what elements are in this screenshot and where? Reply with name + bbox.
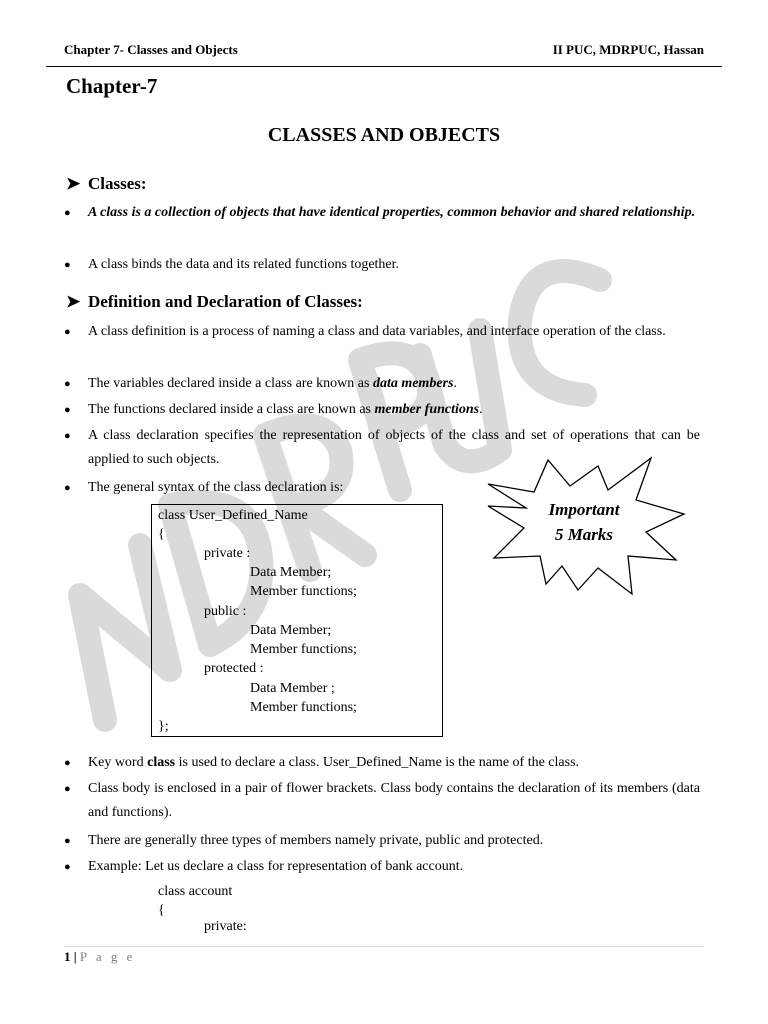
list-item-text: A class is a collection of objects that have identical properties, common behavior and shared relationship.	[88, 205, 696, 220]
bullet-dot-icon: ●	[64, 404, 71, 416]
header-chapter-title: Chapter 7- Classes and Objects	[64, 42, 238, 57]
bullet-dot-icon: ●	[64, 430, 71, 442]
badge-line-2: 5 Marks	[554, 525, 614, 544]
header-college-name: II PUC, MDRPUC, Hassan	[552, 42, 704, 57]
page-footer	[64, 949, 135, 965]
list-item-text: A class binds the data and its related functions together.	[88, 257, 400, 272]
page-separator: |	[73, 949, 77, 964]
footer-divider	[64, 946, 704, 947]
list-item-text: The general syntax of the class declaration is:	[88, 480, 344, 495]
chapter-number: Chapter-7	[66, 74, 158, 98]
bullet-dot-icon: ●	[64, 326, 71, 338]
page-number: 1	[64, 949, 71, 964]
arrow-bullet-icon: ➤	[66, 174, 81, 193]
code-line: Data Member;	[250, 623, 332, 638]
code-line: Member functions;	[250, 642, 357, 657]
bullet-dot-icon: ●	[64, 835, 71, 847]
list-item-text: A class definition is a process of naming a class and data variables, and interface operation of the class.	[88, 324, 666, 339]
page-title: CLASSES AND OBJECTS	[267, 124, 501, 146]
code-line: class account	[158, 884, 233, 899]
code-line: private:	[204, 919, 247, 934]
code-line: {	[158, 527, 165, 542]
code-line: Member functions;	[250, 700, 357, 715]
bullet-dot-icon: ●	[64, 259, 71, 271]
bullet-dot-icon: ●	[64, 757, 71, 769]
section-heading-text: Definition and Declaration of Classes:	[88, 292, 363, 311]
code-line: };	[158, 719, 169, 734]
list-item-text: Example: Let us declare a class for representation of bank account.	[88, 859, 464, 874]
bullet-dot-icon: ●	[64, 207, 71, 219]
list-item-text: A class declaration specifies the representation of objects of the class and set of operations that can be applied to such objects.	[88, 428, 700, 467]
list-item	[64, 855, 700, 879]
code-line: public :	[204, 604, 247, 619]
list-item-text: The variables declared inside a class are known as data members.	[88, 376, 457, 391]
list-item	[64, 320, 700, 344]
list-item	[64, 398, 700, 422]
list-item	[64, 201, 700, 225]
section-heading-definition	[66, 292, 363, 312]
list-item	[64, 777, 700, 825]
list-item-text: The functions declared inside a class are known as member functions.	[88, 402, 483, 417]
list-item-text: There are generally three types of members namely private, public and protected.	[88, 833, 544, 848]
page-label: P a g e	[79, 949, 136, 964]
list-item	[64, 476, 388, 500]
list-item	[64, 751, 700, 775]
important-badge	[486, 456, 686, 596]
bullet-dot-icon: ●	[64, 378, 71, 390]
section-heading-classes	[66, 174, 147, 194]
keyword-class: class	[147, 755, 176, 770]
code-line: Data Member;	[250, 565, 332, 580]
bullet-dot-icon: ●	[64, 861, 71, 873]
arrow-bullet-icon: ➤	[66, 292, 81, 311]
bullet-dot-icon: ●	[64, 783, 71, 795]
code-line: {	[158, 903, 165, 918]
code-line: protected :	[204, 661, 264, 676]
code-line: Data Member ;	[250, 681, 335, 696]
term-data-members: data members	[372, 376, 454, 391]
list-item-text: Key word class is used to declare a class. User_Defined_Name is the name of the class.	[88, 755, 580, 770]
bullet-dot-icon: ●	[64, 482, 71, 494]
code-line: Member functions;	[250, 584, 357, 599]
page-header	[64, 42, 704, 62]
section-heading-text: Classes:	[88, 174, 147, 193]
code-line: class User_Defined_Name	[158, 508, 308, 523]
list-item	[64, 829, 700, 853]
badge-line-1: Important	[548, 500, 620, 519]
list-item-text: Class body is enclosed in a pair of flower brackets. Class body contains the declaration of its members (data and functions).	[88, 781, 700, 820]
code-line: private :	[204, 546, 251, 561]
list-item	[64, 253, 700, 277]
list-item	[64, 372, 700, 396]
term-member-functions: member functions	[374, 402, 480, 417]
header-divider	[46, 66, 722, 67]
